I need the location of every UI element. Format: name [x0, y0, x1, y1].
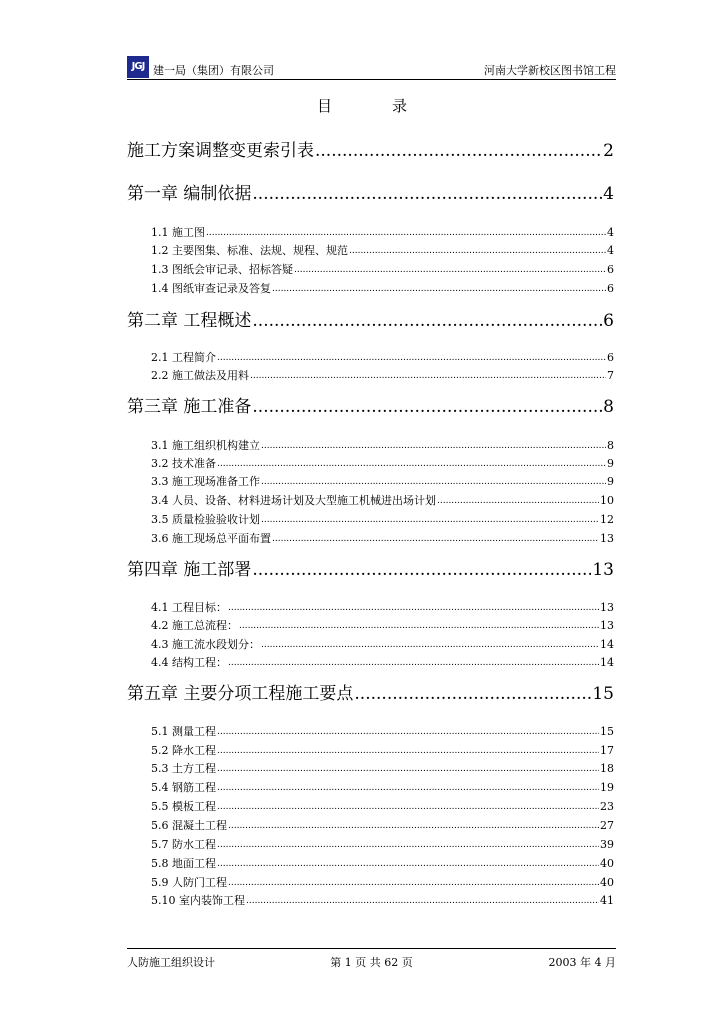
toc-section-entry[interactable] — [151, 601, 614, 615]
toc-entry-label: 2.2 施工做法及用料 — [151, 369, 249, 382]
company-name: 建一局（集团）有限公司 — [153, 64, 274, 77]
toc-page-number: 9 — [607, 457, 614, 470]
toc-page-number: 4 — [603, 184, 614, 204]
toc-page-number: 4 — [607, 244, 614, 257]
toc-section-entry[interactable] — [151, 457, 614, 471]
toc-entry-label: 第三章 施工准备 — [127, 397, 252, 417]
toc-entry-label: 4.4 结构工程： — [151, 656, 227, 669]
toc-entry-label: 1.4 图纸审查记录及答复 — [151, 282, 271, 295]
project-name: 河南大学新校区图书馆工程 — [484, 64, 616, 77]
toc-page-number: 13 — [600, 532, 614, 545]
toc-page-number: 41 — [600, 894, 614, 907]
toc-entry-label: 5.7 防水工程 — [151, 838, 216, 851]
toc-section-entry[interactable] — [151, 800, 614, 814]
toc-leader-dots — [206, 226, 606, 240]
toc-page-number: 6 — [603, 311, 614, 331]
toc-section-entry[interactable] — [151, 894, 614, 908]
toc-entry-label: 4.3 施工流水段划分： — [151, 638, 260, 651]
toc-page-number: 13 — [592, 560, 614, 580]
toc-page-number: 18 — [600, 762, 614, 775]
toc-page-number: 23 — [600, 800, 614, 813]
toc-entry-label: 3.4 人员、设备、材料进场计划及大型施工机械进出场计划 — [151, 494, 436, 507]
toc-entry-label: 5.3 土方工程 — [151, 762, 216, 775]
toc-entry-label: 5.5 模板工程 — [151, 800, 216, 813]
toc-chapter-entry[interactable] — [127, 683, 614, 705]
toc-leader-dots — [217, 762, 599, 776]
toc-entry-label: 3.6 施工现场总平面布置 — [151, 532, 271, 545]
toc-chapter-entry[interactable] — [127, 559, 614, 581]
toc-leader-dots — [217, 857, 599, 871]
toc-entry-label: 5.8 地面工程 — [151, 857, 216, 870]
toc-leader-dots — [246, 894, 599, 908]
company-logo: JGJ — [127, 56, 149, 78]
toc-page-number: 4 — [607, 226, 614, 239]
toc-page-number: 6 — [607, 263, 614, 276]
toc-entry-label: 第二章 工程概述 — [127, 311, 252, 331]
toc-page-number: 9 — [607, 475, 614, 488]
toc-section-entry[interactable] — [151, 369, 614, 383]
toc-section-entry[interactable] — [151, 513, 614, 527]
toc-section-entry[interactable] — [151, 244, 614, 258]
toc-page-number: 8 — [603, 397, 614, 417]
toc-page-number: 19 — [600, 781, 614, 794]
toc-leader-dots — [272, 282, 606, 296]
toc-section-entry[interactable] — [151, 876, 614, 890]
toc-entry-label: 4.2 施工总流程： — [151, 619, 238, 632]
toc-page-number: 7 — [607, 369, 614, 382]
toc-entry-label: 5.2 降水工程 — [151, 744, 216, 757]
toc-leader-dots — [239, 619, 599, 633]
toc-entry-label: 2.1 工程简介 — [151, 351, 216, 364]
toc-section-entry[interactable] — [151, 762, 614, 776]
toc-leader-dots — [217, 457, 606, 471]
toc-section-entry[interactable] — [151, 494, 614, 508]
toc-title: 目录 — [316, 97, 467, 115]
toc-leader-dots — [250, 369, 606, 383]
toc-entry-label: 5.9 人防门工程 — [151, 876, 227, 889]
toc-leader-dots — [217, 725, 599, 739]
page-footer — [127, 948, 616, 970]
toc-page-number: 2 — [603, 141, 614, 161]
toc-page-number: 10 — [600, 494, 614, 507]
toc-chapter-entry[interactable] — [127, 396, 614, 418]
toc-section-entry[interactable] — [151, 638, 614, 652]
toc-leader-dots — [217, 800, 599, 814]
toc-leader-dots — [272, 532, 599, 546]
toc-leader-dots — [228, 876, 599, 890]
toc-section-entry[interactable] — [151, 857, 614, 871]
toc-page-number: 13 — [600, 601, 614, 614]
toc-entry-label: 4.1 工程目标： — [151, 601, 227, 614]
toc-section-entry[interactable] — [151, 439, 614, 453]
toc-entry-label: 1.1 施工图 — [151, 226, 205, 239]
toc-chapter-entry[interactable] — [127, 183, 614, 205]
toc-entry-label: 第一章 编制依据 — [127, 184, 252, 204]
toc-entry-label: 5.4 钢筋工程 — [151, 781, 216, 794]
toc-page-number: 39 — [600, 838, 614, 851]
toc-leader-dots — [228, 601, 599, 615]
toc-leader-dots — [252, 310, 602, 332]
toc-leader-dots — [252, 183, 602, 205]
toc-entry-label: 第五章 主要分项工程施工要点 — [127, 684, 354, 704]
toc-leader-dots — [315, 140, 602, 162]
toc-section-entry[interactable] — [151, 781, 614, 795]
toc-section-entry[interactable] — [151, 263, 614, 277]
page-header — [127, 56, 616, 80]
header-divider — [127, 79, 616, 80]
toc-entry-label: 3.3 施工现场准备工作 — [151, 475, 260, 488]
toc-page-number: 8 — [607, 439, 614, 452]
toc-section-entry[interactable] — [151, 838, 614, 852]
toc-page-number: 27 — [600, 819, 614, 832]
toc-leader-dots — [437, 494, 599, 508]
toc-page-number: 15 — [592, 684, 614, 704]
toc-entry-label: 1.2 主要图集、标准、法规、规程、规范 — [151, 244, 348, 257]
toc-section-entry[interactable] — [151, 819, 614, 833]
toc-chapter-entry[interactable] — [127, 140, 614, 162]
toc-section-entry[interactable] — [151, 226, 614, 240]
toc-entry-label: 施工方案调整变更索引表 — [127, 141, 314, 161]
toc-entry-label: 3.1 施工组织机构建立 — [151, 439, 260, 452]
toc-chapter-entry[interactable] — [127, 310, 614, 332]
footer-divider — [127, 948, 616, 949]
toc-section-entry[interactable] — [151, 532, 614, 546]
toc-page-number: 14 — [600, 656, 614, 669]
toc-leader-dots — [252, 559, 591, 581]
toc-leader-dots — [261, 439, 606, 453]
toc-leader-dots — [261, 638, 599, 652]
footer-document-name: 人防施工组织设计 — [127, 956, 215, 969]
toc-page-number: 14 — [600, 638, 614, 651]
toc-leader-dots — [294, 263, 606, 277]
toc-entry-label: 5.10 室内装饰工程 — [151, 894, 245, 907]
toc-leader-dots — [252, 396, 602, 418]
toc-section-entry[interactable] — [151, 725, 614, 739]
toc-leader-dots — [228, 819, 599, 833]
toc-leader-dots — [217, 838, 599, 852]
toc-leader-dots — [354, 683, 591, 705]
toc-page-number: 40 — [600, 857, 614, 870]
toc-page-number: 12 — [600, 513, 614, 526]
toc-leader-dots — [261, 513, 599, 527]
footer-date: 2003 年 4 月 — [548, 956, 616, 969]
toc-leader-dots — [217, 781, 599, 795]
toc-entry-label: 5.6 混凝土工程 — [151, 819, 227, 832]
toc-entry-label: 第四章 施工部署 — [127, 560, 252, 580]
toc-section-entry[interactable] — [151, 351, 614, 365]
toc-leader-dots — [217, 351, 606, 365]
toc-section-entry[interactable] — [151, 656, 614, 670]
toc-entry-label: 3.2 技术准备 — [151, 457, 216, 470]
toc-page-number: 13 — [600, 619, 614, 632]
toc-page-number: 6 — [607, 351, 614, 364]
toc-leader-dots — [228, 656, 599, 670]
toc-page-number: 15 — [600, 725, 614, 738]
toc-entry-label: 5.1 测量工程 — [151, 725, 216, 738]
toc-entry-label: 1.3 图纸会审记录、招标答疑 — [151, 263, 293, 276]
toc-page-number: 6 — [607, 282, 614, 295]
toc-section-entry[interactable] — [151, 744, 614, 758]
toc-section-entry[interactable] — [151, 282, 614, 296]
toc-leader-dots — [217, 744, 599, 758]
toc-section-entry[interactable] — [151, 619, 614, 633]
toc-section-entry[interactable] — [151, 475, 614, 489]
footer-page-count: 第 1 页 共 62 页 — [330, 956, 413, 969]
toc-leader-dots — [349, 244, 606, 258]
toc-leader-dots — [261, 475, 606, 489]
toc-page-number: 17 — [600, 744, 614, 757]
toc-page-number: 40 — [600, 876, 614, 889]
toc-entry-label: 3.5 质量检验验收计划 — [151, 513, 260, 526]
